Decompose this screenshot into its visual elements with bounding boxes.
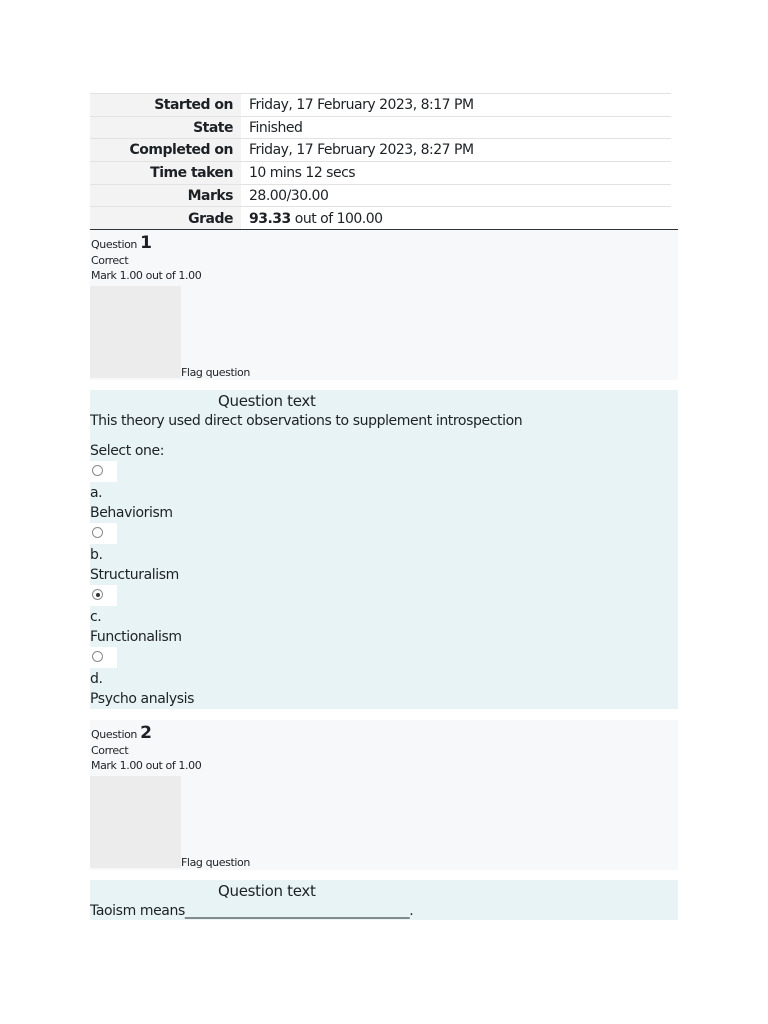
summary-value: Finished [241, 116, 671, 139]
option-letter: c. [90, 609, 102, 625]
question-text: Taoism means__________________________________. [90, 903, 414, 919]
question-text-heading: Question text [218, 882, 316, 900]
flag-icon[interactable] [90, 776, 181, 868]
question-2-content [90, 880, 678, 920]
summary-label: Marks [90, 184, 241, 207]
summary-row-grade [90, 207, 671, 230]
option-b-radio-wrap[interactable] [90, 523, 117, 544]
summary-row-marks [90, 184, 671, 207]
question-text-heading: Question text [218, 392, 316, 410]
summary-row-completed [90, 139, 671, 162]
question-1-content [90, 390, 678, 709]
option-c-radio-wrap[interactable] [90, 585, 117, 606]
summary-row-time-taken [90, 162, 671, 185]
option-letter: d. [90, 671, 103, 687]
summary-value: Friday, 17 February 2023, 8:17 PM [241, 94, 671, 117]
option-d-radio-wrap[interactable] [90, 647, 117, 668]
summary-value: 28.00/30.00 [241, 184, 671, 207]
summary-value: 10 mins 12 secs [241, 162, 671, 185]
option-text[interactable]: Structuralism [90, 567, 179, 583]
summary-label: Time taken [90, 162, 241, 185]
summary-value [241, 207, 671, 230]
question-grade: Mark 1.00 out of 1.00 [91, 759, 202, 772]
question-label: Question [91, 238, 137, 251]
option-text[interactable]: Behaviorism [90, 505, 173, 521]
attempt-summary-table [90, 93, 671, 230]
grade-suffix: out of 100.00 [294, 210, 383, 227]
radio-button[interactable] [92, 527, 103, 538]
option-a-radio-wrap[interactable] [90, 461, 117, 482]
summary-label: Completed on [90, 139, 241, 162]
question-grade: Mark 1.00 out of 1.00 [91, 269, 202, 282]
select-one-prompt: Select one: [90, 443, 165, 459]
option-letter: b. [90, 547, 103, 563]
question-label: Question [91, 728, 137, 741]
question-1-info [90, 230, 678, 380]
option-text[interactable]: Psycho analysis [90, 691, 195, 707]
question-number-value: 2 [140, 723, 152, 743]
flag-icon[interactable] [90, 286, 181, 378]
summary-row-state [90, 116, 671, 139]
option-text[interactable]: Functionalism [90, 629, 182, 645]
summary-row-started [90, 94, 671, 117]
summary-label: State [90, 116, 241, 139]
question-2-info [90, 720, 678, 870]
summary-label: Started on [90, 94, 241, 117]
summary-value: Friday, 17 February 2023, 8:27 PM [241, 139, 671, 162]
flag-question-link[interactable]: Flag question [181, 366, 250, 379]
question-text: This theory used direct observations to supplement introspection [90, 413, 523, 429]
grade-number: 93.33 [249, 210, 291, 227]
radio-button[interactable] [92, 651, 103, 662]
question-number [91, 233, 152, 253]
option-letter: a. [90, 485, 103, 501]
radio-button[interactable] [92, 465, 103, 476]
question-state: Correct [91, 254, 129, 267]
question-number-value: 1 [140, 233, 152, 253]
question-state: Correct [91, 744, 129, 757]
summary-label: Grade [90, 207, 241, 230]
flag-question-link[interactable]: Flag question [181, 856, 250, 869]
radio-button-checked[interactable] [92, 589, 103, 600]
question-number [91, 723, 152, 743]
